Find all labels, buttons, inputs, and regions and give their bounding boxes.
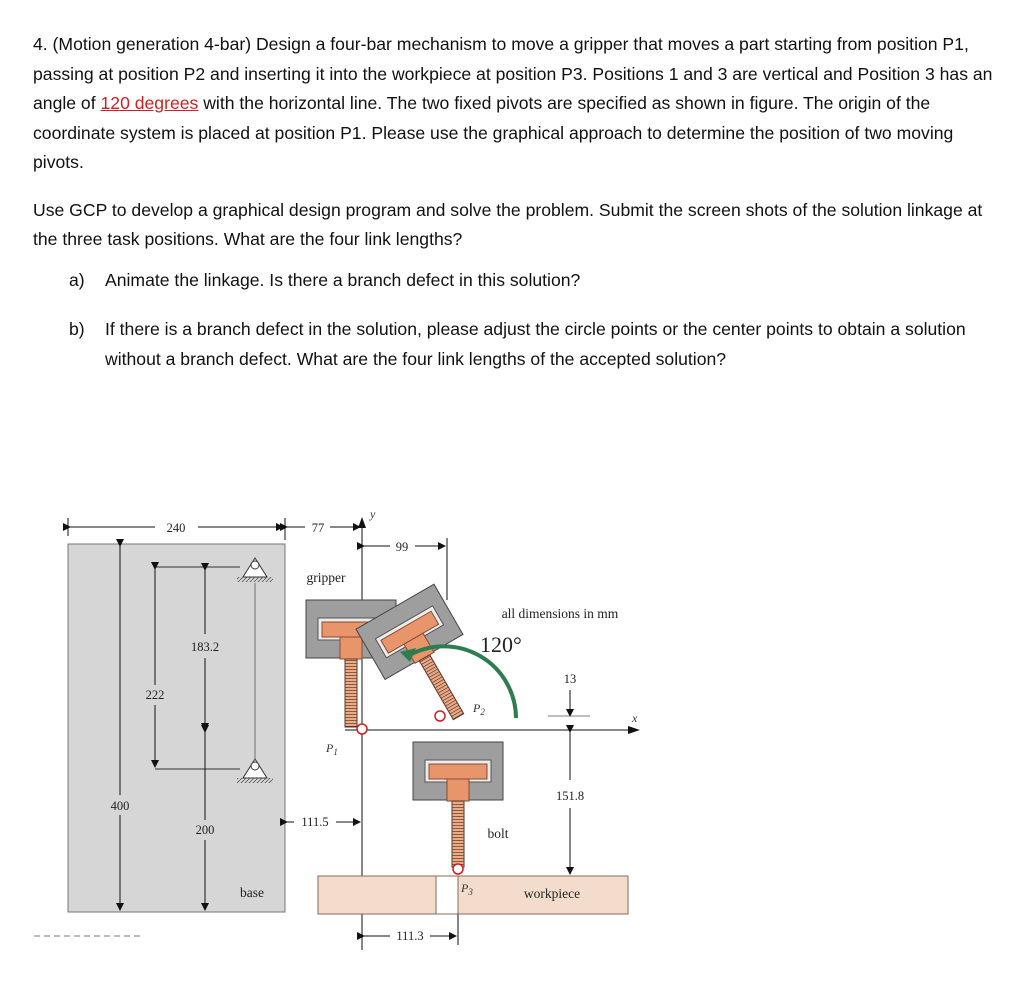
dim-13: 13	[563, 672, 577, 686]
p2-marker	[435, 711, 445, 721]
x-axis-label: x	[632, 711, 638, 725]
gripper-position-3	[413, 742, 503, 874]
dim-77: 77	[311, 521, 325, 535]
p2-label: $P_2$	[473, 701, 485, 717]
dim-183-2: 183.2	[190, 640, 220, 654]
problem-task: Use GCP to develop a graphical design program and solve the problem. Submit the screen shots of the solution linkage at the three task positions. What are the four link lengths?	[33, 199, 983, 249]
dim-222: 222	[145, 688, 165, 702]
dim-99: 99	[395, 540, 409, 554]
dim-111-5: 111.5	[301, 815, 329, 829]
dimensions-note: all dimensions in mm	[501, 606, 619, 621]
question-text: If there is a branch defect in the solution, please adjust the circle points or the center points to obtain a solution without a branch defect. What are the four link lengths of the accepted solution?	[105, 319, 966, 369]
angle-link[interactable]: 120 degrees	[100, 93, 199, 113]
base-label: base	[240, 885, 264, 900]
problem-intro: 4. (Motion generation 4-bar) Design a four-bar mechanism to move a gripper that moves a part starting from position P1, passing at position P2 and inserting it into the workpiece at position P3. Positions 1 and 3 are vertical and Position 3 has an angle of 120 degrees with the horizontal line. The two fixed pivots are specified as shown in figure. The origin of the coordinate system is placed at position P1. Please use the graphical approach to determine the position of two moving pivots.	[33, 34, 993, 172]
dim-240: 240	[166, 521, 186, 535]
bolt-label: bolt	[487, 826, 509, 841]
y-axis-arrow	[358, 517, 366, 528]
question-label: a)	[69, 269, 85, 290]
workpiece-label: workpiece	[523, 886, 581, 901]
x-axis-arrow	[628, 726, 640, 734]
question-label: b)	[69, 319, 85, 339]
dim-400: 400	[110, 799, 130, 813]
dim-151-8: 151.8	[555, 789, 585, 803]
workpiece-block	[318, 876, 628, 914]
question-text: Animate the linkage. Is there a branch defect in this solution?	[105, 269, 581, 290]
dim-111-3: 111.3	[396, 929, 424, 943]
p1-label: $P_1$	[326, 741, 338, 757]
y-axis-label: y	[370, 507, 376, 521]
gripper-label: gripper	[306, 570, 346, 585]
dim-200: 200	[195, 823, 215, 837]
p3-label: $P_3$	[461, 881, 473, 897]
angle-label: 120°	[480, 632, 522, 657]
workpiece-hole	[436, 876, 458, 914]
base-block	[68, 544, 285, 912]
